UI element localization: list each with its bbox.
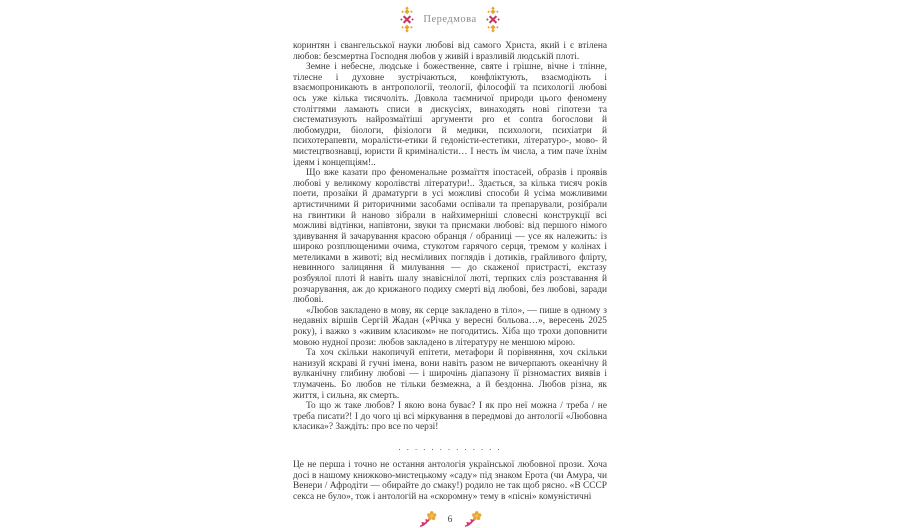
embroidery-ornament-icon bbox=[486, 6, 500, 33]
chapter-header bbox=[293, 5, 607, 33]
paragraph: Земне і небесне, людське і божественне, святе і грішне, вічне і тлінне, тілесне і духовне зустрічаються, конфліктують, взаємодіють і взаємопроникають в антропології, теології, філософії та психології любові ось уже кілька тисячоліть. Довкола таємничої природи цього феномену століттями ламають списи в дискусіях, винаходять нові гіпотези та систематизують найрозмаїтіші аргументи pro et contra богослови й любомудри, біологи, фізіологи й медики, психологи, психіатри й психотерапевти, моралісти-етики й гедоністи-естетики, літературо-, мово- й мистецтвознавці, юристи й криміналісти… І несть їм числа, а тим паче їхнім ідеям і концепціям!.. bbox=[293, 62, 607, 168]
section-separator: . . . . . . . . . . . . . bbox=[398, 441, 502, 452]
paragraph: Що вже казати про феноменальне розмаїття іпостасей, образів і проявів любові у великому королівстві літератури!.. Здається, за кілька тисяч років поети, прозаїки й драматурги в усі можливі способи й усіма можливими артистичними й риторичними засобами оспівали та препарували, розібрали на гвинтики й наново зібрали в найхимерніші словесні конструкції всі можливі відтінки, напівтони, звуки та присмаки любові: від першого німого здивування й зачарування красою обранця / обраниці — усе як належить: із широко розплющеними очима, стукотом гарячого серця, тремом у колінах і метеликами в животі; від несміливих поглядів і дотиків, грайливого флірту, невинного залицяння й милування — до скаженої пристрасті, екстазу розбуялої плоті й навіть шалу знавіснілої люті, терпких сліз розставання й розчарування, аж до крижаного подиху смерті від любові, без любові, заради любові. bbox=[293, 168, 607, 306]
page-number: 6 bbox=[447, 514, 453, 525]
embroidery-ornament-icon bbox=[400, 6, 414, 33]
chapter-title: Передмова bbox=[423, 13, 477, 25]
book-page bbox=[293, 0, 607, 528]
page-footer bbox=[293, 511, 607, 528]
flower-ornament-icon bbox=[418, 511, 437, 528]
paragraph: коринтян і євангельської науки любові від самого Христа, який і є втілена любов: безсмертна Господня любов у живій і вразливій людській плоті. bbox=[293, 41, 607, 62]
body-text bbox=[293, 41, 607, 502]
paragraph: То що ж таке любов? І якою вона буває? І як про неї можна / треба / не треба писати?! І до чого ці всі міркування в передмові до антології «Любовна класика»? Заждіть: про все по черзі! bbox=[293, 401, 607, 433]
paragraph: «Любов закладено в мову, як серце закладено в тіло», — пише в одному з недавніх віршів Сергій Жадан («Річка у вересні больова…», вересень 2025 року), і важко з «живим класиком» не погодитись. Хіба що трохи доповнити мовою нудної прози: любов закладено в літературу не меншою мірою. bbox=[293, 305, 607, 348]
flower-ornament-icon bbox=[463, 511, 482, 528]
paragraph: Та хоч скільки накопичуй епітети, метафори й порівняння, хоч скільки нанизуй яскраві й гучні імена, вони навіть разом не вичерпають океанічну й вулканічну глибину любові — і широчінь діапазону її різномастих виявів і тлумачень. Бо любов не тільки безмежна, а й бездонна. Любов різна, як життя, і сильна, як смерть. bbox=[293, 348, 607, 401]
paragraph: Це не перша і точно не остання антологія української любовної прози. Хоча досі в нашому книжково-мистецькому «саду» під знаком Ерота (чи Амура, чи Венери / Афродіти — обирайте до смаку!) родило не так щоб рясно. «В СССР секса не було», тож і антологій на «скоромну» тему в «пісні» комуністичні bbox=[293, 459, 607, 502]
